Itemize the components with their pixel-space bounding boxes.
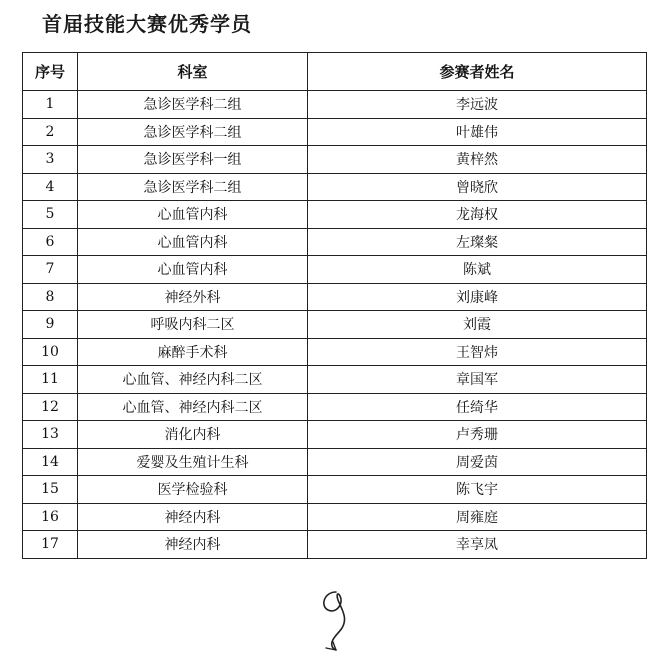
cell-department: 麻醉手术科 — [78, 338, 308, 366]
header-participant-name: 参赛者姓名 — [308, 53, 647, 91]
cell-department: 急诊医学科二组 — [78, 173, 308, 201]
cell-participant-name: 幸享凤 — [308, 531, 647, 559]
cell-participant-name: 周爱茵 — [308, 448, 647, 476]
table-row — [23, 448, 647, 476]
cell-participant-name: 曾晓欣 — [308, 173, 647, 201]
cell-department: 心血管内科 — [78, 256, 308, 284]
cell-department: 呼吸内科二区 — [78, 311, 308, 339]
cell-department: 急诊医学科二组 — [78, 91, 308, 119]
cell-number: 12 — [23, 393, 78, 421]
cell-number: 4 — [23, 173, 78, 201]
cell-number: 13 — [23, 421, 78, 449]
cell-department: 医学检验科 — [78, 476, 308, 504]
cell-participant-name: 叶雄伟 — [308, 118, 647, 146]
cell-participant-name: 卢秀珊 — [308, 421, 647, 449]
table-header-row — [23, 53, 647, 91]
header-number: 序号 — [23, 53, 78, 91]
table-row — [23, 201, 647, 229]
cell-department: 神经外科 — [78, 283, 308, 311]
cell-department: 急诊医学科二组 — [78, 118, 308, 146]
cell-department: 爱婴及生殖计生科 — [78, 448, 308, 476]
document-title: 首届技能大赛优秀学员 — [42, 12, 252, 36]
cell-department: 心血管内科 — [78, 201, 308, 229]
cell-number: 15 — [23, 476, 78, 504]
cell-number: 6 — [23, 228, 78, 256]
table-row — [23, 366, 647, 394]
roster-table — [22, 52, 647, 559]
cell-participant-name: 陈斌 — [308, 256, 647, 284]
cell-number: 5 — [23, 201, 78, 229]
cell-department: 心血管内科 — [78, 228, 308, 256]
handwritten-squiggle-mark — [314, 588, 354, 654]
table-row — [23, 283, 647, 311]
cell-participant-name: 刘霞 — [308, 311, 647, 339]
table-row — [23, 393, 647, 421]
cell-number: 8 — [23, 283, 78, 311]
cell-department: 神经内科 — [78, 531, 308, 559]
cell-participant-name: 任绮华 — [308, 393, 647, 421]
cell-participant-name: 周雍庭 — [308, 503, 647, 531]
table-row — [23, 476, 647, 504]
cell-number: 9 — [23, 311, 78, 339]
table-row — [23, 256, 647, 284]
table-row — [23, 91, 647, 119]
cell-department: 消化内科 — [78, 421, 308, 449]
table-row — [23, 311, 647, 339]
table-row — [23, 421, 647, 449]
table-body — [23, 91, 647, 559]
table-row — [23, 503, 647, 531]
cell-number: 2 — [23, 118, 78, 146]
cell-number: 14 — [23, 448, 78, 476]
cell-participant-name: 章国军 — [308, 366, 647, 394]
table-row — [23, 228, 647, 256]
cell-number: 16 — [23, 503, 78, 531]
cell-participant-name: 王智炜 — [308, 338, 647, 366]
table-row — [23, 531, 647, 559]
cell-department: 心血管、神经内科二区 — [78, 366, 308, 394]
table-row — [23, 118, 647, 146]
table-row — [23, 173, 647, 201]
cell-number: 3 — [23, 146, 78, 174]
table-row — [23, 338, 647, 366]
cell-number: 1 — [23, 91, 78, 119]
cell-department: 神经内科 — [78, 503, 308, 531]
table-row — [23, 146, 647, 174]
cell-number: 7 — [23, 256, 78, 284]
cell-participant-name: 黄梓然 — [308, 146, 647, 174]
cell-number: 10 — [23, 338, 78, 366]
cell-department: 急诊医学科一组 — [78, 146, 308, 174]
header-department: 科室 — [78, 53, 308, 91]
cell-department: 心血管、神经内科二区 — [78, 393, 308, 421]
cell-participant-name: 李远波 — [308, 91, 647, 119]
cell-participant-name: 龙海权 — [308, 201, 647, 229]
cell-number: 11 — [23, 366, 78, 394]
cell-participant-name: 左璨粲 — [308, 228, 647, 256]
cell-participant-name: 陈飞宇 — [308, 476, 647, 504]
cell-number: 17 — [23, 531, 78, 559]
cell-participant-name: 刘康峰 — [308, 283, 647, 311]
